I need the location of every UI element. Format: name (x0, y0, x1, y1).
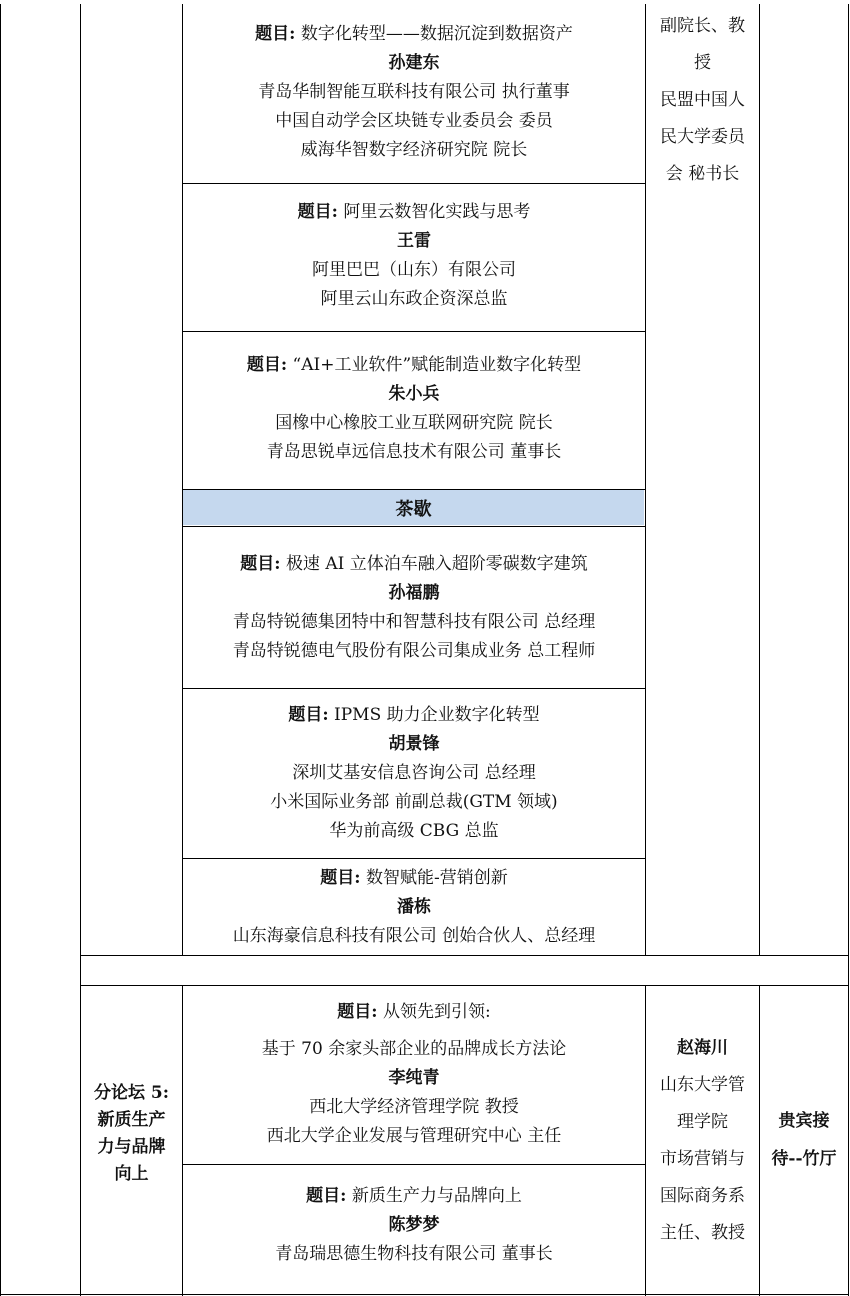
topic-text: 从领先到引领: (382, 1002, 491, 1022)
topic-label: 题目: (297, 202, 338, 222)
topic-line (288, 701, 539, 730)
speaker-title: 青岛思锐卓远信息技术有限公司 董事长 (266, 442, 562, 462)
speaker-title: 青岛特锐德集团特中和智慧科技有限公司 总经理 (232, 612, 596, 632)
forum-name-cell (81, 1080, 182, 1210)
grid-line (848, 4, 849, 1296)
forum-name-line: 力与品牌 (97, 1137, 166, 1157)
host-title-line: 授 (694, 53, 711, 73)
grid-line (182, 183, 646, 184)
speaker-title: 青岛瑞思德生物科技有限公司 董事长 (275, 1244, 553, 1264)
topic-label: 题目: (306, 1186, 347, 1206)
grid-line (182, 526, 646, 527)
host-title-line: 民大学委员 (660, 127, 745, 147)
host-title-line: 市场营销与 (660, 1149, 745, 1169)
speaker-name: 孙福鹏 (388, 583, 440, 603)
topic-text: 数智赋能-营销创新 (365, 868, 508, 888)
speaker-title: 西北大学经济管理学院 教授 (309, 1097, 519, 1117)
host-cell (646, 1030, 759, 1260)
venue-cell (760, 1102, 848, 1182)
speaker-title: 青岛特锐德电气股份有限公司集成业务 总工程师 (232, 641, 596, 661)
topic-label: 题目: (337, 1002, 378, 1022)
host-cell (646, 8, 759, 208)
grid-line (759, 4, 760, 956)
speaker-name: 陈梦梦 (388, 1215, 440, 1235)
topic-text: 阿里云数智化实践与思考 (343, 202, 531, 222)
topic-text: 数字化转型——数据沉淀到数据资产 (300, 24, 573, 44)
speaker-title: 阿里云山东政企资深总监 (320, 289, 508, 309)
topic-line (240, 550, 588, 579)
host-title-line: 民盟中国人 (660, 90, 745, 110)
topic-label: 题目: (246, 355, 288, 375)
topic-label: 题目: (255, 24, 296, 44)
session-cell (183, 864, 645, 956)
speaker-name: 孙建东 (388, 53, 440, 73)
session-cell (183, 701, 645, 858)
host-title-line: 副院长、教 (660, 16, 745, 36)
speaker-title: 威海华智数字经济研究院 院长 (300, 140, 528, 160)
venue-line: 贵宾接 (778, 1111, 830, 1131)
host-title-line: 理学院 (677, 1112, 728, 1132)
grid-line (182, 688, 646, 689)
speaker-title: 国橡中心橡胶工业互联网研究院 院长 (275, 413, 553, 433)
speaker-title: 华为前高级 CBG 总监 (329, 821, 499, 841)
topic-line (247, 351, 581, 380)
topic-label: 题目: (320, 868, 361, 888)
host-title-line: 主任、教授 (660, 1223, 745, 1243)
topic-line (337, 998, 490, 1027)
venue-line: 待--竹厅 (771, 1149, 837, 1169)
forum-name-line: 向上 (114, 1164, 149, 1184)
grid-line (80, 985, 849, 986)
session-cell (183, 198, 645, 331)
speaker-title: 西北大学企业发展与管理研究中心 主任 (266, 1126, 562, 1146)
session-cell (183, 550, 645, 688)
topic-line (298, 198, 531, 227)
grid-line (0, 4, 1, 1296)
speaker-title: 阿里巴巴（山东）有限公司 (312, 260, 516, 280)
forum-name-line: 新质生产 (97, 1110, 166, 1130)
speaker-name: 李纯青 (388, 1068, 440, 1088)
host-title-line: 山东大学管 (660, 1075, 745, 1095)
grid-line (182, 331, 646, 332)
host-title-line: 国际商务系 (660, 1186, 745, 1206)
speaker-name: 胡景锋 (388, 734, 440, 754)
session-cell (183, 1182, 645, 1294)
topic-text: IPMS 助力企业数字化转型 (334, 705, 540, 725)
topic-line (306, 1182, 522, 1211)
topic-label: 题目: (288, 705, 329, 725)
speaker-name: 朱小兵 (388, 384, 440, 404)
host-name: 赵海川 (677, 1038, 728, 1058)
topic-line (255, 20, 573, 49)
topic-text: 新质生产力与品牌向上 (351, 1186, 522, 1206)
speaker-title: 中国自动学会区块链专业委员会 委员 (275, 111, 553, 131)
topic-subtitle: 基于 70 余家头部企业的品牌成长方法论 (261, 1039, 567, 1059)
speaker-title: 小米国际业务部 前副总裁(GTM 领域) (270, 792, 558, 812)
grid-line (182, 858, 646, 859)
speaker-title: 青岛华制智能互联科技有限公司 执行董事 (258, 82, 570, 102)
speaker-name: 潘栋 (397, 897, 431, 917)
tea-break-row: 茶歇 (183, 490, 644, 525)
session-cell (183, 998, 645, 1164)
session-cell (183, 20, 645, 183)
speaker-name: 王雷 (397, 231, 431, 251)
host-title-line: 会 秘书长 (665, 164, 740, 184)
topic-label: 题目: (240, 554, 281, 574)
grid-line (0, 1294, 849, 1295)
topic-line (320, 864, 507, 893)
topic-text: “AI+工业软件”赋能制造业数字化转型 (292, 355, 582, 375)
session-cell (183, 351, 645, 489)
forum-name-line: 分论坛 5: (93, 1083, 170, 1103)
speaker-title: 深圳艾基安信息咨询公司 总经理 (292, 763, 536, 783)
grid-line (182, 1164, 646, 1165)
topic-text: 极速 AI 立体泊车融入超阶零碳数字建筑 (285, 554, 588, 574)
speaker-title: 山东海豪信息科技有限公司 创始合伙人、总经理 (232, 926, 596, 946)
